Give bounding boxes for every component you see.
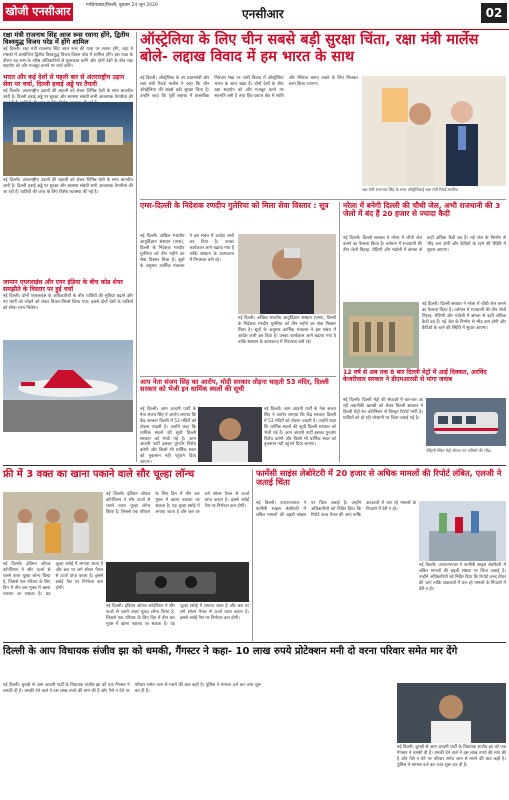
headline: भारत और कई देशों से पहली बार से अंतरराष्ट्रीय उड़ान सेवा पर चर्चा, दिल्ली हवाई अड्डे पर तैयारी <box>3 74 125 88</box>
masthead <box>0 0 509 30</box>
aircraft-illustration <box>3 340 133 432</box>
newspaper-logo: खोजी एनसीआर <box>3 3 73 21</box>
column-divider <box>339 202 340 462</box>
article-mla-threat <box>3 646 506 680</box>
solar-stove-event-photo <box>3 492 103 560</box>
mla-threat-body-cont: नई दिल्ली। बुराड़ी से आम आदमी पार्टी के विधायक संजीव झा को एक गैंगस्टर ने धमकी दी है। धमकी देने वाले ने दस लाख रुपये की मांग की है और पैसे न देने पर परिवार समेत जान से मारने की बात कही है। पुलिस ने मामला दर्ज कर जांच शुरू कर दी है। <box>397 745 506 768</box>
solar-stove-product-photo <box>106 562 249 602</box>
headline: एम्स-दिल्ली के निदेशक रणदीप गुलेरिया को मिला सेवा विस्तार : सूत्र <box>140 201 329 210</box>
headline: फ्री में 3 वक्त का खाना पकाने वाले सौर चूल्हा लॉन्च <box>3 469 195 480</box>
article-narela-jail <box>343 202 506 234</box>
director-photo <box>238 234 336 314</box>
main-article-body: नई दिल्ली। ऑस्ट्रेलिया के उप प्रधानमंत्री और रक्षा मंत्री रिचर्ड मार्लेस ने कहा कि चीन ऑस्ट्रेलिया की सबसे बड़ी सुरक्षा चिंता है। उन्होंने कहा कि पूर्वी लद्दाख में वास्तविक नियंत्रण रेखा पर जारी विवाद में ऑस्ट्रेलिया भारत के साथ खड़ा है। दोनों देशों के बीच रक्षा सहयोग को और मजबूत करने पर सहमति बनी है तथा हिंद-प्रशांत क्षेत्र में शांति और स्थिरता बनाए रखने के लिए मिलकर काम किया जाएगा। <box>140 76 358 99</box>
stove-illustration <box>106 562 249 602</box>
section-divider <box>3 642 506 643</box>
airport-photo <box>3 102 133 176</box>
article-body: नई दिल्ली। अंतरराष्ट्रीय उड़ानों की बहाली को लेकर विभिन्न देशों के साथ बातचीत जारी है। दिल्ली हवाई अड्डे पर सुरक्षा और स्वास्थ्य संबंधी सभी आवश्यक तैयारियां की <box>3 88 133 100</box>
aiims-body-cont: नई दिल्ली। अखिल भारतीय आयुर्विज्ञान संस्थान (एम्स), दिल्ली के निदेशक रणदीप गुलेरिया को तीन महीने का सेवा विस्तार मिला है। सूत्रों के अनुसार कार्मिक मंत्रालय ने इस संबंध में आदेश जारी कर दिया है। उनका कार्यकाल आगे बढ़ाया गया है ताकि संस्थान के कामकाज में निरंतरता बनी रहे। <box>238 316 336 345</box>
headline: जापान एयरलाइंस और एयर इंडिया के बीच कोड शेयर समझौते के विस्तार पर हुई चर्चा <box>3 279 123 293</box>
section-divider <box>140 199 506 200</box>
aircraft-photo <box>3 340 133 432</box>
article-pharmacy-lab <box>256 469 506 499</box>
jail-photo <box>343 302 419 368</box>
mla-portrait <box>397 683 506 743</box>
solar-stove-body-cont: नई दिल्ली। इंडियन ऑयल कॉर्पोरेशन ने सौर ऊर्जा से चलने वाला चूल्हा लॉन्च किया है, जिससे एक परिवार के लिए दिन में तीन बार मुफ्त में खाना पकाया जा सकता है। यह चूल्हा रसोई में लगाया जाता है और छत पर लगे सोलर पैनल से ऊर्जा प्राप्त करता है। इससे रसोई गैस पर निर्भरता कम होगी। <box>3 562 103 597</box>
article-body: नई दिल्ली। अंतरराष्ट्रीय उड़ानों की बहाली को लेकर विभिन्न देशों के साथ बातचीत जारी है। दिल्ली हवाई अड्डे पर सुरक्षा और स्वास्थ्य संबंधी सभी आवश्यक तैयारियां की जा रही हैं। यात्रियों की जांच के लिए विशेष व्यवस्था की गई है। <box>3 178 133 195</box>
event-illustration <box>3 492 103 560</box>
director-portrait <box>238 234 336 314</box>
narela-body-cont: नई दिल्ली। दिल्ली सरकार ने नरेला में चौथी जेल बनाने का फैसला किया है। वर्तमान में राजधानी की तीन जेलों तिहाड़, रोहिणी और मंडोली में क्षमता से कहीं अधिक कैदी बंद हैं। नई जेल के निर्माण से भीड़ कम होगी और कैदियों के रहने की स्थिति में सुधार आएगा। <box>422 302 506 331</box>
article-left-top <box>3 32 133 72</box>
article-metro <box>343 370 506 396</box>
solar-stove-body-end: नई दिल्ली। इंडियन ऑयल कॉर्पोरेशन ने सौर ऊर्जा से चलने वाला चूल्हा लॉन्च किया है, जिससे एक परिवार के लिए दिन में तीन बार मुफ्त में खाना पकाया जा सकता है। यह चूल्हा रसोई में लगाया जाता है और छत पर लगे सोलर पैनल से ऊर्जा प्राप्त करता है। इससे रसोई गैस पर निर्भरता कम होगी। <box>106 604 249 627</box>
metro-caption: रोहिणी स्थित मेट्रो स्टेशन पर यात्रियों की भीड़। <box>426 448 492 453</box>
solar-stove-body: नई दिल्ली। इंडियन ऑयल कॉर्पोरेशन ने सौर ऊर्जा से चलने वाला चूल्हा लॉन्च किया है, जिससे एक परिवार के लिए दिन में तीन बार मुफ्त में खाना पकाया जा सकता है। यह चूल्हा रसोई में लगाया जाता है और छत पर लगे सोलर पैनल से ऊर्जा प्राप्त करता है। इससे रसोई गैस पर निर्भरता कम होगी। <box>106 492 249 515</box>
headline: नरेला में बनेगी दिल्ली की चौथी जेल, अभी राजधानी की 3 जेलों में बंद हैं 20 हजार से ज्यादा कैदी <box>343 201 501 219</box>
article-solar-stove <box>3 469 249 489</box>
narela-body: नई दिल्ली। दिल्ली सरकार ने नरेला में चौथी जेल बनाने का फैसला किया है। वर्तमान में राजधानी की तीन जेलों तिहाड़, रोहिणी और मंडोली में क्षमता से कहीं अधिक कैदी बंद हैं। नई जेल के निर्माण से भीड़ कम होगी और कैदियों के रहने की स्थिति में सुधार आएगा। <box>343 236 506 253</box>
pharmacy-lab-body-cont: नई दिल्ली। उपराज्यपाल ने फार्मेसी साइंस लेबोरेटरी में लंबित मामलों की बढ़ती संख्या पर चिंता जताई है। उन्होंने अधिकारियों को निर्देश दिया कि रिपोर्ट जल्द तैयार की जाएं ताकि अदालतों में चल रहे मामलों के निपटारे में देरी न हो। <box>419 563 506 592</box>
article-left-low <box>3 280 133 338</box>
section-divider <box>3 465 506 466</box>
headline: फार्मेसी साइंस लेबोरेटरी में 20 हजार से अधिक मामलों की रिपोर्ट लंबित, एलजी ने जताई चिंता <box>256 468 502 488</box>
ministers-photo <box>362 76 506 186</box>
column-divider <box>136 32 137 462</box>
lab-photo <box>419 501 506 561</box>
headline: दिल्ली के आप विधायक संजीव झा को धमकी, गैंगस्टर ने कहा- 10 लाख रुपये प्रोटेक्शन मनी दो वरना परिवार समेत मार देंगे <box>3 646 458 657</box>
dateline: गाज़ियाबाद/दिल्ली, बुधवार 24 जून 2020 <box>86 3 158 8</box>
pharmacy-lab-body: नई दिल्ली। उपराज्यपाल ने फार्मेसी साइंस लेबोरेटरी में लंबित मामलों की बढ़ती संख्या पर चिंता जताई है। उन्होंने अधिकारियों को निर्देश दिया कि रिपोर्ट जल्द तैयार की जाएं ताकि अदालतों में चल रहे मामलों के निपटारे में देरी न हो। <box>256 501 416 518</box>
lab-illustration <box>419 501 506 561</box>
politician-portrait <box>198 407 262 462</box>
headline: आप नेता संजय सिंह का आरोप, मोदी सरकार तोड़ना चाहती 53 मंदिर, दिल्ली सरकार को भेजी इन धार्मिक स्थलों की सूची <box>140 378 329 394</box>
mla-photo <box>397 683 506 743</box>
article-left-body <box>3 178 133 278</box>
aiims-body: नई दिल्ली। अखिल भारतीय आयुर्विज्ञान संस्थान (एम्स), दिल्ली के निदेशक रणदीप गुलेरिया को तीन महीने का सेवा विस्तार मिला है। सूत्रों के अनुसार कार्मिक मंत्रालय ने इस संबंध में आदेश जारी कर दिया है। उनका कार्यकाल आगे बढ़ाया गया है ताकि संस्थान के कामकाज में निरंतरता बनी रहे। <box>140 234 234 269</box>
mla-threat-body: नई दिल्ली। बुराड़ी से आम आदमी पार्टी के विधायक संजीव झा को एक गैंगस्टर ने धमकी दी है। धमकी देने वाले ने दस लाख रुपये की मांग की है और पैसे न देने पर परिवार समेत जान से मारने की बात कही है। पुलिस ने मामला दर्ज कर जांच शुरू कर दी है। <box>3 683 262 694</box>
sanjay-singh-photo <box>198 407 262 462</box>
ministers-illustration <box>362 76 506 186</box>
temples-body: नई दिल्ली। आम आदमी पार्टी के नेता संजय सिंह ने आरोप लगाया कि केंद्र सरकार दिल्ली में 53 मंदिरों को तोड़ना चाहती है। उन्होंने कहा कि धार्मिक स्थलों की सूची दिल्ली सरकार को भेजी गई है। आम आदमी पार्टी इसका पुरजोर विरोध करेगी और किसी भी धार्मिक स्थल को नुकसान नहीं पहुंचने दिया जाएगा। <box>140 407 196 466</box>
column-divider <box>252 469 253 641</box>
section-divider <box>140 376 336 377</box>
section-title: एनसीआर <box>242 7 284 21</box>
jail-illustration <box>343 302 419 368</box>
metro-photo <box>426 398 506 446</box>
airport-photo-illustration <box>3 102 133 176</box>
metro-illustration <box>426 398 506 446</box>
photo-caption: रक्षा मंत्री राजनाथ सिंह के साथ ऑस्ट्रेलियाई रक्षा मंत्री रिचर्ड मार्लेस। <box>362 187 459 192</box>
article-temples <box>140 379 336 405</box>
headline: 12 वर्ष से अब तक 8 बार दिल्ली मेट्रो में आई दिक्कत, अरविंद केजरीवाल सरकार ने डीएमआरसी से मांगा जवाब <box>343 369 487 383</box>
article-body: नई दिल्ली। दोनों एयरलाइंस के अधिकारियों के बीच यात्रियों की सुविधा बढ़ाने और नए मार्गों को जोड़ने को लेकर विचार-विमर्श किया गया। इससे दोनों देशों के यात्रियों को सीधा लाभ मिलेगा। <box>3 293 133 311</box>
article-body: नई दिल्ली। रक्षा मंत्री राजनाथ सिंह आज रूस की यात्रा पर रवाना होंगे, जहां वे मास्को में आयोजित द्वितीय विश्वयुद्ध विजय दिवस परेड में शामिल होंगे। इस यात्रा के दौरान वह रूस के वरिष्ठ अधिकारियों से मुलाकात करेंगे और दोनों देशों के बीच रक्षा सहयोग को और मजबूत बनाने पर चर्चा करेंगे। <box>3 46 133 70</box>
metro-body: नई दिल्ली। दिल्ली मेट्रो की सेवाओं में बार-बार आ रही तकनीकी खराबी को लेकर दिल्ली सरकार ने दिल्ली मेट्रो रेल कॉर्पोरेशन से विस्तृत रिपोर्ट मांगी है। यात्रियों को हो रही परेशानी पर चिंता जताई गई है। <box>343 398 423 421</box>
article-aiims <box>140 202 336 232</box>
main-article-header <box>140 32 506 74</box>
headline: रक्षा मंत्री राजनाथ सिंह आज रूस रवाना होंगे, द्वितीय विश्वयुद्ध विजय परेड में होंगे शामिल <box>3 31 130 47</box>
main-headline: ऑस्ट्रेलिया के लिए चीन सबसे बड़ी सुरक्षा चिंता, रक्षा मंत्री मार्लेस बोले- लद्दाख विवाद में हम भारत के साथ <box>140 32 479 65</box>
temples-body-cont: नई दिल्ली। आम आदमी पार्टी के नेता संजय सिंह ने आरोप लगाया कि केंद्र सरकार दिल्ली में 53 मंदिरों को तोड़ना चाहती है। उन्होंने कहा कि धार्मिक स्थलों की सूची दिल्ली सरकार को भेजी गई है। आम आदमी पार्टी इसका पुरजोर विरोध करेगी और किसी भी धार्मिक स्थल को नुकसान नहीं पहुंचने दिया जाएगा। <box>264 407 336 448</box>
page-number: 02 <box>481 3 507 23</box>
